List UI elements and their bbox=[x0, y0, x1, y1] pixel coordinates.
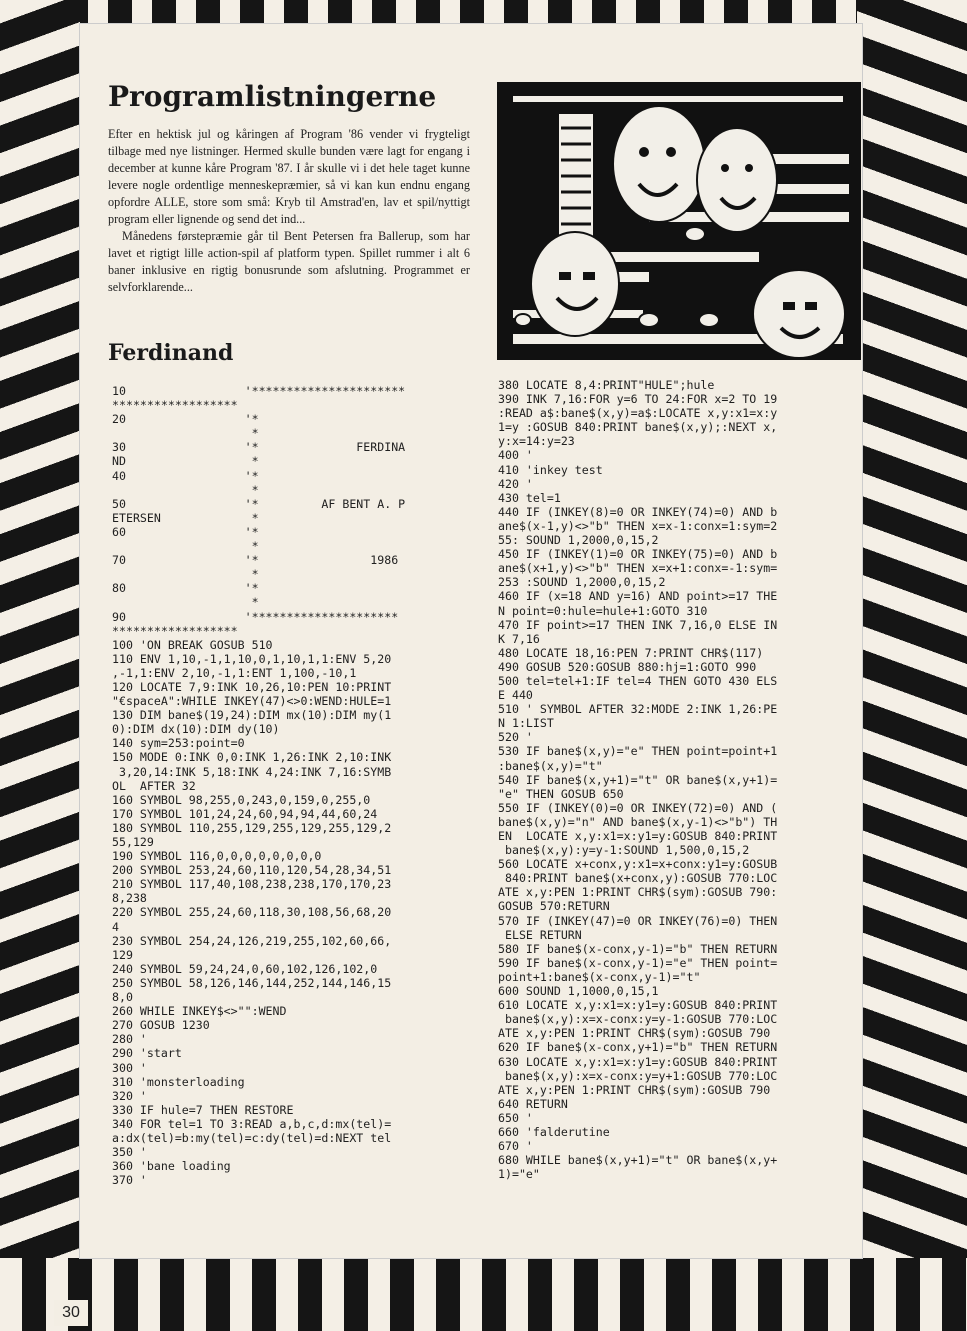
code-line: 55,129 bbox=[112, 835, 154, 849]
code-line: 30 '* FERDINA bbox=[112, 440, 406, 455]
code-line: a:dx(tel)=b:my(tel)=c:dy(tel)=d:NEXT tel bbox=[112, 1130, 392, 1145]
code-line: ELSE RETURN bbox=[498, 927, 582, 942]
code-line: 220 SYMBOL 255,24,60,118,30,108,56,68,20 bbox=[112, 905, 392, 920]
code-line: bane$(x,y):x=x-conx:y=y+1:GOSUB 770:LOC bbox=[498, 1068, 778, 1083]
code-line: 320 ' bbox=[112, 1088, 147, 1103]
code-line: 310 'monsterloading bbox=[112, 1074, 245, 1089]
code-line: E 440 bbox=[498, 688, 533, 703]
code-line: 660 'falderutine bbox=[498, 1124, 610, 1139]
code-listing-right bbox=[498, 378, 860, 1181]
code-line: 390 INK 7,16:FOR y=6 TO 24:FOR x=2 TO 19 bbox=[498, 392, 778, 407]
code-line: 110 ENV 1,10,-1,1,10,0,1,10,1,1:ENV 5,20 bbox=[112, 651, 392, 666]
code-line: 90 '********************* bbox=[112, 609, 399, 624]
code-line: 560 LOCATE x+conx,y:x1=x+conx:y1=y:GOSUB bbox=[498, 857, 778, 872]
code-line: 610 LOCATE x,y:x1=x:y1=y:GOSUB 840:PRINT bbox=[498, 998, 778, 1013]
code-line: ND * bbox=[112, 454, 259, 469]
code-line: 840:PRINT bane$(x+conx,y):GOSUB 770:LOC bbox=[498, 871, 778, 886]
intro-text bbox=[108, 126, 470, 296]
code-line: 0):DIM dx(10):DIM dy(10) bbox=[112, 722, 280, 737]
code-line: 400 ' bbox=[498, 448, 533, 463]
code-line: * bbox=[112, 426, 259, 441]
code-line: 100 'ON BREAK GOSUB 510 bbox=[112, 637, 273, 652]
code-line: ,-1,1:ENV 2,10,-1,1:ENT 1,100,-10,1 bbox=[112, 665, 357, 680]
code-line: ATE x,y:PEN 1:PRINT CHR$(sym):GOSUB 790: bbox=[498, 885, 778, 900]
code-line: 260 WHILE INKEY$<>"":WEND bbox=[112, 1004, 287, 1019]
code-line: 160 SYMBOL 98,255,0,243,0,159,0,255,0 bbox=[112, 792, 371, 807]
code-line: ****************** bbox=[112, 623, 238, 638]
code-line: 680 WHILE bane$(x,y+1)="t" OR bane$(x,y+ bbox=[498, 1153, 778, 1168]
code-line: 129 bbox=[112, 947, 133, 962]
striped-border-right bbox=[857, 0, 967, 1331]
code-line: K 7,16 bbox=[498, 631, 540, 646]
code-line: 460 IF (x=18 AND y=16) AND point>=17 THE bbox=[498, 589, 778, 604]
code-line: 20 '* bbox=[112, 412, 259, 427]
code-line: 250 SYMBOL 58,126,146,144,252,144,146,15 bbox=[112, 975, 392, 990]
code-line: 140 sym=253:point=0 bbox=[112, 736, 245, 751]
code-line: OL AFTER 32 bbox=[112, 778, 196, 793]
program-title: Ferdinand bbox=[108, 340, 234, 366]
code-line: bane$(x,y):x=x-conx:y=y-1:GOSUB 770:LOC bbox=[498, 1012, 778, 1027]
code-line: 10 '********************** bbox=[112, 384, 406, 398]
code-line: 520 ' bbox=[498, 730, 533, 745]
code-line: * bbox=[112, 482, 259, 497]
code-line: 360 'bane loading bbox=[112, 1159, 231, 1174]
code-line: bane$(x,y)="n" AND bane$(x,y-1)<>"b") TH bbox=[498, 814, 778, 829]
code-line: 450 IF (INKEY(1)=0 OR INKEY(75)=0) AND b bbox=[498, 547, 778, 562]
code-line: 1)="e" bbox=[498, 1167, 540, 1182]
code-line: "e" THEN GOSUB 650 bbox=[498, 786, 624, 801]
code-line: 630 LOCATE x,y:x1=x:y1=y:GOSUB 840:PRINT bbox=[498, 1054, 778, 1069]
code-line: * bbox=[112, 567, 259, 582]
code-line: 253 :SOUND 1,2000,0,15,2 bbox=[498, 575, 666, 590]
code-line: 180 SYMBOL 110,255,129,255,129,255,129,2 bbox=[112, 820, 392, 835]
code-line: 350 ' bbox=[112, 1145, 147, 1160]
code-line: 580 IF bane$(x-conx,y-1)="b" THEN RETURN bbox=[498, 941, 778, 956]
code-line: 130 DIM bane$(19,24):DIM mx(10):DIM my(1 bbox=[112, 708, 392, 723]
code-line: 70 '* 1986 bbox=[112, 553, 399, 568]
code-line: point+1:bane$(x-conx,y-1)="t" bbox=[498, 969, 701, 984]
code-line: 200 SYMBOL 253,24,60,110,120,54,28,34,51 bbox=[112, 863, 392, 878]
code-line: 170 SYMBOL 101,24,24,60,94,94,44,60,24 bbox=[112, 806, 378, 821]
page-number: 30 bbox=[54, 1300, 88, 1326]
code-line: N point=0:hule=hule+1:GOTO 310 bbox=[498, 603, 708, 618]
game-scene-drawing bbox=[499, 84, 859, 358]
code-line: 620 IF bane$(x-conx,y+1)="b" THEN RETURN bbox=[498, 1040, 778, 1055]
code-line: 650 ' bbox=[498, 1110, 533, 1125]
code-line: 1=y :GOSUB 840:PRINT bane$(x,y);:NEXT x, bbox=[498, 420, 778, 435]
code-line: 640 RETURN bbox=[498, 1096, 568, 1111]
code-line: 150 MODE 0:INK 0,0:INK 1,26:INK 2,10:INK bbox=[112, 750, 392, 765]
intro-paragraph: Efter en hektisk jul og kåringen af Program '86 vender vi frygteligt tilbage med nye listninger. Hermed skulle bunden være lagt for engang i december at kunne kåre Program '87. I år skulle vi i det hele taget kunne levere nogle ordentlige menneskepræmier, så vi kan kun endnu engang opfordre ALLE, store som små: Kryb til Amstrad'en, lav et spil/nyttigt program eller lignende og send det ind... bbox=[108, 127, 470, 226]
code-line: 80 '* bbox=[112, 581, 259, 596]
code-line: * bbox=[112, 595, 259, 610]
code-line: 330 IF hule=7 THEN RESTORE bbox=[112, 1102, 294, 1117]
striped-border-bottom bbox=[0, 1258, 967, 1331]
code-listing-left bbox=[112, 384, 462, 1187]
code-line: 440 IF (INKEY(8)=0 OR INKEY(74)=0) AND b bbox=[498, 504, 778, 519]
code-line: 490 GOSUB 520:GOSUB 880:hj=1:GOTO 990 bbox=[498, 659, 757, 674]
code-line: 8,0 bbox=[112, 990, 133, 1005]
code-line: 50 '* AF BENT A. P bbox=[112, 496, 406, 511]
code-line: 430 tel=1 bbox=[498, 490, 561, 505]
code-line: 60 '* bbox=[112, 524, 259, 539]
code-line: 370 ' bbox=[112, 1173, 147, 1188]
striped-border-left bbox=[0, 0, 80, 1331]
code-line: 410 'inkey test bbox=[498, 462, 603, 477]
code-line: :READ a$:bane$(x,y)=a$:LOCATE x,y:x1=x:y bbox=[498, 406, 778, 421]
code-line: "€spaceA":WHILE INKEY(47)<>0:WEND:HULE=1 bbox=[112, 694, 392, 709]
code-line: 380 LOCATE 8,4:PRINT"HULE";hule bbox=[498, 378, 715, 392]
code-line: ane$(x+1,y)<>"b" THEN x=x+1:conx=-1:sym= bbox=[498, 561, 778, 576]
code-line: 120 LOCATE 7,9:INK 10,26,10:PEN 10:PRINT bbox=[112, 679, 392, 694]
code-line: 3,20,14:INK 5,18:INK 4,24:INK 7,16:SYMB bbox=[112, 764, 392, 779]
intro-paragraph: Månedens førstepræmie går til Bent Petersen fra Ballerup, som har lavet et rigtigt lille action-spil af platform typen. Spillet rummer i alt 6 baner inklusive en rigtig bonusrunde som afslutning. Programmet er selvforklarende... bbox=[108, 229, 470, 294]
code-line: 510 ' SYMBOL AFTER 32:MODE 2:INK 1,26:PE bbox=[498, 702, 778, 717]
code-line: 290 'start bbox=[112, 1046, 182, 1061]
code-line: 420 ' bbox=[498, 476, 533, 491]
code-line: * bbox=[112, 539, 259, 554]
code-line: 190 SYMBOL 116,0,0,0,0,0,0,0,0 bbox=[112, 849, 322, 864]
magazine-page bbox=[80, 24, 862, 1258]
code-line: 340 FOR tel=1 TO 3:READ a,b,c,d:mx(tel)= bbox=[112, 1116, 392, 1131]
code-line: 600 SOUND 1,1000,0,15,1 bbox=[498, 984, 659, 999]
code-line: 540 IF bane$(x,y+1)="t" OR bane$(x,y+1)= bbox=[498, 772, 778, 787]
code-line: EN LOCATE x,y:x1=x:y1=y:GOSUB 840:PRINT bbox=[498, 829, 778, 843]
page-title: Programlistningerne bbox=[108, 80, 437, 113]
code-line: ATE x,y:PEN 1:PRINT CHR$(sym):GOSUB 790 bbox=[498, 1026, 771, 1041]
code-line: bane$(x,y):y=y-1:SOUND 1,500,0,15,2 bbox=[498, 843, 750, 858]
code-line: GOSUB 570:RETURN bbox=[498, 899, 610, 914]
code-line: 670 ' bbox=[498, 1139, 533, 1154]
code-line: 270 GOSUB 1230 bbox=[112, 1018, 210, 1033]
code-line: 40 '* bbox=[112, 468, 259, 483]
code-line: y:x=14:y=23 bbox=[498, 434, 575, 449]
code-line: ATE x,y:PEN 1:PRINT CHR$(sym):GOSUB 790 bbox=[498, 1082, 771, 1097]
game-screenshot-image bbox=[497, 82, 861, 360]
code-line: 470 IF point>=17 THEN INK 7,16,0 ELSE IN bbox=[498, 617, 778, 632]
code-line: 590 IF bane$(x-conx,y-1)="e" THEN point= bbox=[498, 955, 778, 970]
code-line: ****************** bbox=[112, 398, 238, 413]
code-line: ane$(x-1,y)<>"b" THEN x=x-1:conx=1:sym=2 bbox=[498, 518, 778, 533]
code-line: 550 IF (INKEY(0)=0 OR INKEY(72)=0) AND ( bbox=[498, 800, 778, 815]
code-line: N 1:LIST bbox=[498, 716, 554, 731]
code-line: 500 tel=tel+1:IF tel=4 THEN GOTO 430 ELS bbox=[498, 673, 778, 688]
code-line: 240 SYMBOL 59,24,24,0,60,102,126,102,0 bbox=[112, 961, 378, 976]
code-line: 300 ' bbox=[112, 1060, 147, 1075]
code-line: 230 SYMBOL 254,24,126,219,255,102,60,66, bbox=[112, 933, 392, 948]
code-line: 280 ' bbox=[112, 1032, 147, 1047]
code-line: 570 IF (INKEY(47)=0 OR INKEY(76)=0) THEN bbox=[498, 913, 778, 928]
code-line: 530 IF bane$(x,y)="e" THEN point=point+1 bbox=[498, 744, 778, 759]
code-line: :bane$(x,y)="t" bbox=[498, 758, 603, 773]
code-line: 4 bbox=[112, 919, 119, 934]
code-line: ETERSEN * bbox=[112, 510, 259, 525]
code-line: 8,238 bbox=[112, 891, 147, 906]
code-line: 480 LOCATE 18,16:PEN 7:PRINT CHR$(117) bbox=[498, 645, 764, 660]
code-line: 210 SYMBOL 117,40,108,238,238,170,170,23 bbox=[112, 877, 392, 892]
code-line: 55: SOUND 1,2000,0,15,2 bbox=[498, 533, 659, 548]
